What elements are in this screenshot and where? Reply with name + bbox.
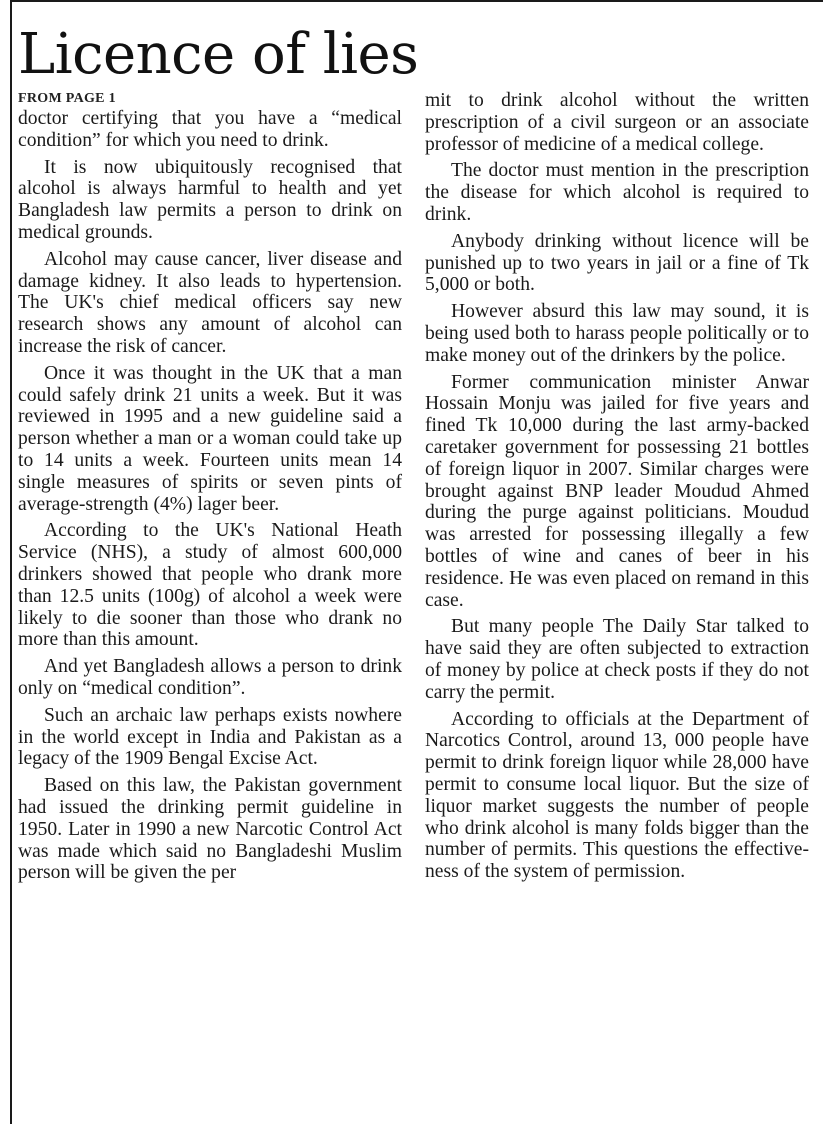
paragraph: But many people The Daily Star talked to have said they are often subjected to extraction of money by police at check posts if they do not carry the permit. <box>425 616 809 703</box>
paragraph: Anybody drinking without licence will be punished up to two years in jail or a fine of Tk 5,000 or both. <box>425 230 809 296</box>
paragraph: mit to drink alcohol without the written prescription of a civil surgeon or an associate professor of medicine of a medical college. <box>425 90 809 155</box>
paragraph: According to officials at the Department of Narcotics Control, around 13, 000 people have permit to drink foreign liquor while 28,000 have permit to consume local liquor. But the size of liquor market suggests the number of people who drink alcohol is many folds bigger than the number of permits. This questions the effectiveness of the system of permission. <box>425 708 809 883</box>
paragraph: Alcohol may cause cancer, liver disease and damage kidney. It also leads to hypertension. The UK's chief medical officers say new research shows any amount of alcohol can increase the risk of cancer. <box>18 248 402 357</box>
page-border-top <box>10 0 823 2</box>
paragraph: It is now ubiquitously recognised that alcohol is always harmful to health and yet Bangladesh law permits a person to drink on medical grounds. <box>18 156 402 243</box>
paragraph: Such an archaic law perhaps exists nowhere in the world except in India and Pakistan as a legacy of the 1909 Bengal Excise Act. <box>18 704 402 770</box>
paragraph: doctor certifying that you have a “medical condition” for which you need to drink. <box>18 108 402 151</box>
paragraph: However absurd this law may sound, it is being used both to harass people politically or to make money out of the drinkers by the police. <box>425 301 809 366</box>
paragraph: And yet Bangladesh allows a person to drink only on “medical condition”. <box>18 656 402 699</box>
paragraph: Based on this law, the Pakistan government had issued the drinking permit guideline in 1950. Later in 1990 a new Narcotic Control Act was made which said no Bangladeshi Muslim person will be given the per <box>18 775 402 884</box>
article-column-right <box>425 90 809 888</box>
paragraph: Once it was thought in the UK that a man could safely drink 21 units a week. But it was reviewed in 1995 and a new guideline said a person whether a man or a woman could take up to 14 units a week. Fourteen units mean 14 single measures of spirits or seven pints of average-strength (4%) lager beer. <box>18 362 402 515</box>
paragraph: Former communication minister Anwar Hossain Monju was jailed for five years and fined Tk 10,000 during the last army-backed caretaker government for possessing 21 bottles of foreign liquor in 2007. Similar charges were brought against BNP leader Moudud Ahmed during the purge against politicians. Moudud was arrested for possessing illegally a few bottles of wine and canes of beer in his residence. He was even placed on remand in this case. <box>425 371 809 611</box>
article-column-left <box>18 90 402 889</box>
page-border-left <box>10 0 12 1124</box>
kicker-from-page-1: FROM PAGE 1 <box>18 91 116 106</box>
headline: Licence of lies <box>18 22 419 87</box>
paragraph: According to the UK's National Heath Service (NHS), a study of almost 600,000 drinkers showed that people who drank more than 12.5 units (100g) of alcohol a week were likely to die sooner than those who drank no more than this amount. <box>18 520 402 651</box>
paragraph: The doctor must mention in the prescription the disease for which alcohol is required to drink. <box>425 160 809 225</box>
